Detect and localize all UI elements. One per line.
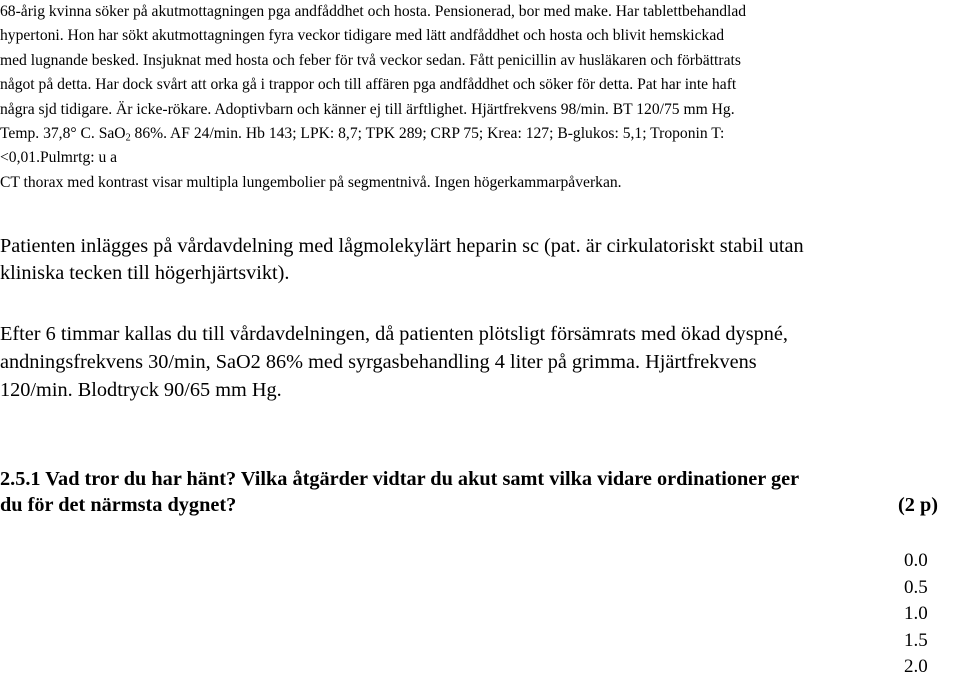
score-option[interactable]: 1.0 [904,603,928,624]
score-options [904,548,954,681]
case-description [0,0,957,195]
question-line-1: 2.5.1 Vad tror du har hänt? Vilka åtgärder vidtar du akut samt vilka vidare ordinationer ger [0,468,800,490]
deterioration-line-3: 120/min. Blodtryck 90/65 mm Hg. [0,379,282,401]
score-option[interactable]: 0.0 [904,550,928,571]
deterioration-paragraph [0,320,957,404]
case-line-5: några sjd tidigare. Är icke-rökare. Adoptivbarn och känner ej till ärftlighet. Hjärtfrekvens 98/min. BT 120/75 mm Hg. [0,100,735,118]
score-option[interactable]: 0.5 [904,576,928,598]
vitals-prefix: Temp. 37,8° C. SaO [0,124,126,142]
vitals-suffix: 86%. AF 24/min. Hb 143; LPK: 8,7; TPK 289; CRP 75; Krea: 127; B-glukos: 5,1; Troponin T: [130,124,725,142]
deterioration-line-2: andningsfrekvens 30/min, SaO2 86% med syrgasbehandling 4 liter på grimma. Hjärtfrekvens [0,351,757,373]
question-line-2: du för det närmsta dygnet? [0,494,237,516]
lab-line: <0,01.Pulmrtg: u a [0,149,118,167]
question-line-2-row [0,492,938,518]
question-block [0,466,950,518]
admission-line-2: kliniska tecken till högerhjärtsvikt). [0,261,290,284]
deterioration-line-1: Efter 6 timmar kallas du till vårdavdelningen, då patienten plötsligt försämrats med ökad dyspné, [0,323,788,345]
admission-paragraph [0,233,957,286]
question-points: (2 p) [898,494,938,516]
score-option[interactable]: 2.0 [904,656,928,677]
vitals-line [0,122,957,146]
admission-line-1: Patienten inlägges på vårdavdelning med lågmolekylärt heparin sc (pat. är cirkulatoriskt stabil utan [0,235,804,257]
case-line-3: med lugnande besked. Insjuknat med hosta och feber för två veckor sedan. Fått penicillin av husläkaren och förbättrats [0,51,741,69]
case-line-1: 68-årig kvinna söker på akutmottagningen pga andfåddhet och hosta. Pensionerad, bor med make. Har tablettbehandlad [0,3,747,20]
score-option[interactable]: 1.5 [904,629,928,651]
vitals-subscript: 2 [125,132,131,144]
case-line-2: hypertoni. Hon har sökt akutmottagningen fyra veckor tidigare med lätt andfåddhet och hosta och blivit hemskickad [0,27,725,45]
ct-line: CT thorax med kontrast visar multipla lungembolier på segmentnivå. Ingen högerkammarpåverkan. [0,173,622,191]
case-line-4: något på detta. Har dock svårt att orka gå i trappor och till affären pga andfåddhet och söker för detta. Pat har inte haft [0,76,737,94]
